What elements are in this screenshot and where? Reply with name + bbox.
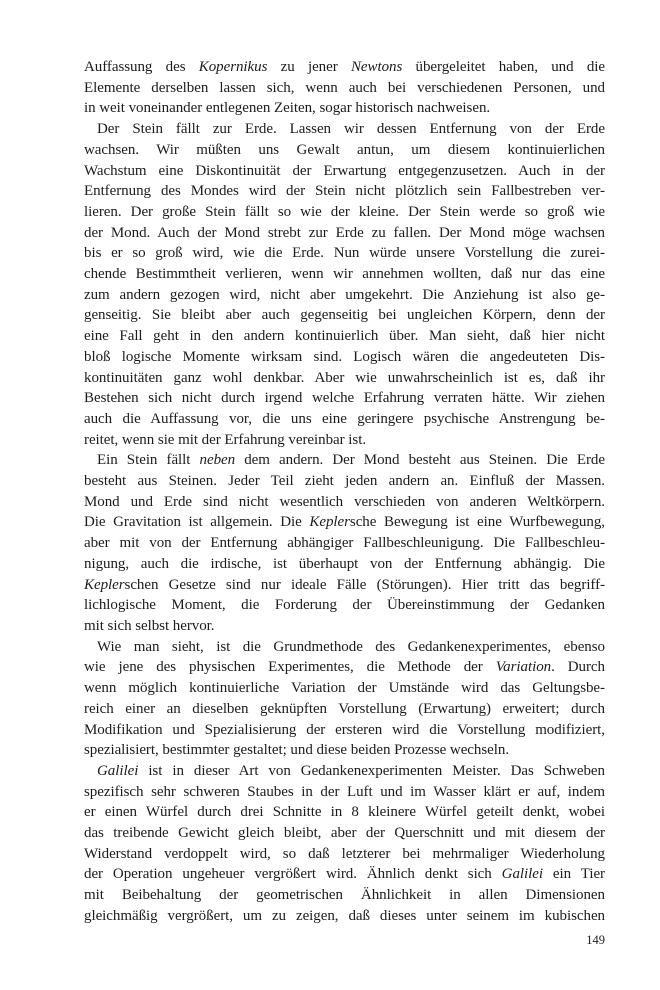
text-line: bloß logische Momente wirksam sind. Logisch wären die angedeuteten Dis- — [84, 348, 605, 365]
text-line: Keplerschen Gesetze sind nur ideale Fälle (Störungen). Hier tritt das begriff- — [84, 576, 605, 593]
text-line: Die Gravitation ist allgemein. Die Keplersche Bewegung ist eine Wurfbewegung, — [84, 514, 605, 531]
text-line: Mond und Erde sind nicht wesentlich verschieden von anderen Weltkörpern. — [84, 493, 605, 510]
text-line: spezialisiert, bestimmter gestaltet; und diese beiden Prozesse wechseln. — [84, 742, 510, 759]
text-line: genseitig. Sie bleibt aber auch gegenseitig bei ungleichen Körpern, denn der — [84, 307, 605, 324]
text-line: chende Bestimmtheit verlieren, wenn wir annehmen wollten, daß nur das eine — [84, 266, 605, 283]
text-line: Elemente derselben lassen sich, wenn auch bei verschiedenen Personen, und — [84, 79, 605, 96]
text-line: Auffassung des Kopernikus zu jener Newtons übergeleitet haben, und die — [84, 59, 605, 75]
text-line: in weit voneinander entlegenen Zeiten, sogar historisch nachweisen. — [84, 100, 491, 117]
text-line: bis er so groß wird, wie die Erde. Nun würde unsere Vorstellung die zurei- — [84, 245, 605, 262]
text-line: Wachstum eine Diskontinuität der Erwartung entgegenzusetzen. Auch in der — [84, 162, 605, 179]
text-line: kontinuitäten ganz wohl denkbar. Aber wie unwahrscheinlich ist es, daß ihr — [84, 369, 605, 386]
text-line: Modifikation und Spezialisierung der ersteren wird die Vorstellung modifiziert, — [84, 721, 605, 738]
text-line: der Operation ungeheuer vergrößert wird. Ähnlich denkt sich Galilei ein Tier — [84, 866, 605, 883]
text-line: der Mond. Auch der Mond strebt zur Erde zu fallen. Der Mond möge wachsen — [84, 224, 605, 241]
text-line: Ein Stein fällt neben dem andern. Der Mond besteht aus Steinen. Die Erde — [97, 452, 605, 469]
text-line: eine Fall geht in den andern kontinuierlich über. Man sieht, daß hier nicht — [84, 328, 605, 345]
text-line: zum andern gezogen wird, nicht aber umgekehrt. Die Anziehung ist also ge- — [84, 286, 605, 303]
text-line: reitet, wenn sie mit der Erfahrung vereinbar ist. — [84, 431, 367, 448]
text-line: lieren. Der große Stein fällt so wie der kleine. Der Stein werde so groß wie — [84, 203, 605, 220]
text-line: mit Beibehaltung der geometrischen Ähnlichkeit in allen Dimensionen — [84, 887, 605, 904]
text-line: spezifisch sehr schweren Staubes in der Luft und im Wasser klärt er auf, indem — [84, 783, 605, 800]
text-line: Bestehen sich nicht durch irgend welche Erfahrung verraten hätte. Wir ziehen — [84, 390, 605, 407]
text-block — [84, 57, 605, 927]
text-line: reich einer an dieselben geknüpften Vorstellung (Erwartung) erweitert; durch — [84, 700, 605, 717]
text-line: nigung, auch die irdische, ist überhaupt von der Entfernung abhängig. Die — [84, 555, 605, 572]
text-line: Galilei ist in dieser Art von Gedankenexperimenten Meister. Das Schweben — [97, 762, 605, 779]
text-line: Der Stein fällt zur Erde. Lassen wir dessen Entfernung von der Erde — [97, 121, 605, 138]
text-line: auch die Auffassung vor, die uns eine geringere psychische Anstrengung be- — [84, 410, 605, 427]
text-line: Wie man sieht, ist die Grundmethode des Gedankenexperimentes, ebenso — [97, 638, 605, 655]
text-line: aber mit von der Entfernung abhängiger Fallbeschleunigung. Die Fallbeschleu- — [84, 535, 605, 552]
page-number: 149 — [586, 933, 605, 947]
text-line: gleichmäßig vergrößert, um zu zeigen, daß dieses unter seinem im kubischen — [84, 907, 605, 924]
text-line: Widerstand verdoppelt wird, so daß letzterer bei mehrmaliger Wiederholung — [84, 845, 605, 862]
text-line: das treibende Gewicht gleich bleibt, aber der Querschnitt und mit diesem der — [84, 825, 605, 842]
text-line: wie jene des physischen Experimentes, die Methode der Variation. Durch — [84, 659, 605, 676]
text-line: mit sich selbst hervor. — [84, 617, 215, 634]
text-line: besteht aus Steinen. Jeder Teil zieht jeden andern an. Einfluß der Massen. — [84, 473, 605, 490]
text-line: lichlogische Moment, die Forderung der Übereinstimmung der Gedanken — [84, 597, 605, 614]
text-line: er einen Würfel durch drei Schnitte in 8 kleinere Würfel geteilt denkt, wobei — [84, 804, 605, 821]
text-line: Entfernung des Mondes wird der Stein nicht plötzlich sein Fallbestreben ver- — [84, 183, 605, 200]
text-line: wenn möglich kontinuierliche Variation der Umstände wird das Geltungsbe- — [84, 680, 605, 697]
text-line: wachsen. Wir müßten uns Gewalt antun, um diesem kontinuierlichen — [84, 141, 605, 158]
